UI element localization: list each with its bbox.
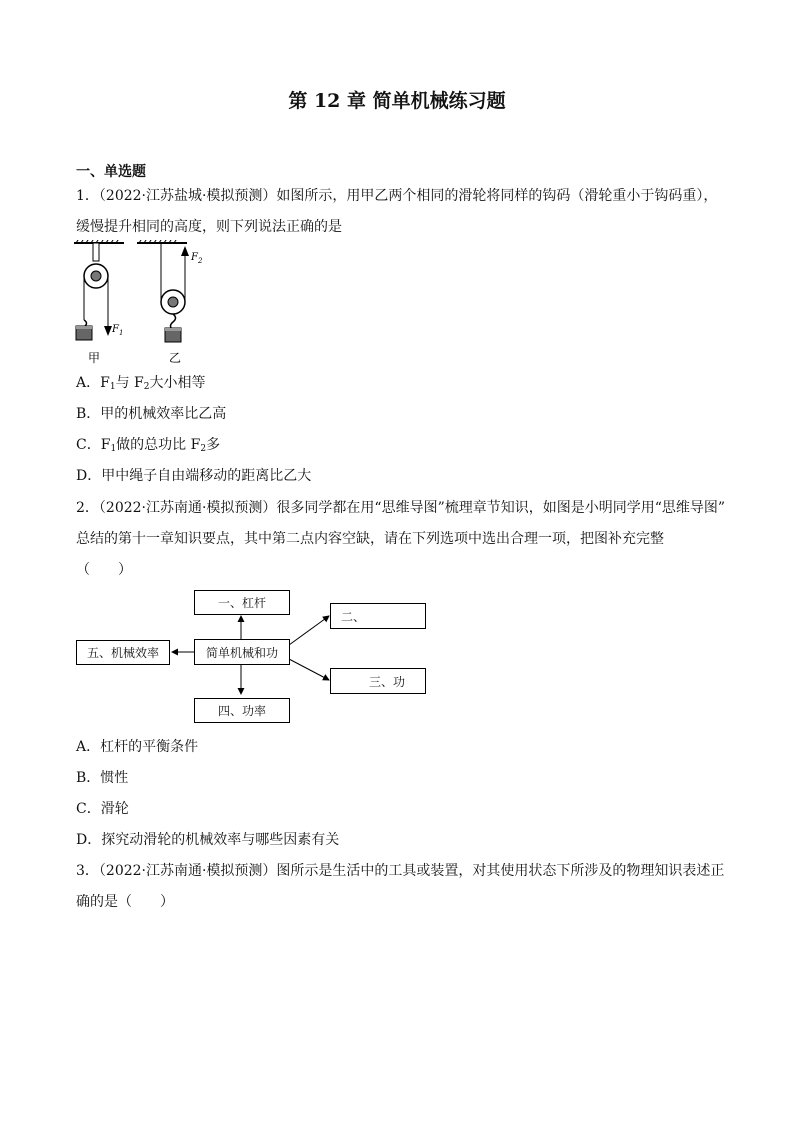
- q2-option-d: D．探究动滑轮的机械效率与哪些因素有关: [76, 832, 340, 848]
- figure-label-yi: 乙: [169, 351, 182, 365]
- f2-label: $F_2$: [191, 252, 203, 265]
- q2-stem-line2: 总结的第十一章知识要点，其中第二点内容空缺，请在下列选项中选出合理一项，把图补充完整: [76, 531, 664, 547]
- q1-stem-line2: 缓慢提升相同的高度，则下列说法正确的是: [76, 219, 342, 235]
- mindmap-box-work: 三、功: [330, 668, 426, 694]
- q3-stem-line1: 3．（2022·江苏南通·模拟预测）图所示是生活中的工具或装置，对其使用状态下所涉及的物理知识表述正: [76, 863, 725, 879]
- q1-option-c: C．$F_1$做的总功比 $F_2$多: [76, 437, 221, 454]
- q3-stem-line2: 确的是（ ）: [76, 894, 174, 910]
- q2-stem-line1: 2．（2022·江苏南通·模拟预测）很多同学都在用“思维导图”梳理章节知识，如图是小明同学用“思维导图”: [76, 500, 726, 516]
- q1-stem-line1: 1．（2022·江苏盐城·模拟预测）如图所示，用甲乙两个相同的滑轮将同样的钩码（滑轮重小于钩码重），: [76, 188, 718, 204]
- page-title: 第 12 章 简单机械练习题: [288, 90, 506, 112]
- movable-pulley-diagram: [137, 240, 189, 342]
- section-heading: 一、单选题: [76, 164, 146, 180]
- mindmap-box-power: 四、功率: [194, 698, 290, 723]
- mindmap-box-blank: 二、: [330, 603, 426, 629]
- pulley-figure: [70, 240, 230, 368]
- f1-label: $F_1$: [112, 324, 124, 337]
- mindmap-box-lever: 一、杠杆: [194, 590, 290, 615]
- q1-option-d: D．甲中绳子自由端移动的距离比乙大: [76, 468, 312, 484]
- q2-option-c: C．滑轮: [76, 801, 129, 817]
- mindmap-box-efficiency: 五、机械效率: [76, 640, 170, 665]
- q2-option-a: A．杠杆的平衡条件: [76, 739, 199, 755]
- mindmap-box-center: 简单机械和功: [194, 639, 290, 665]
- figure-label-jia: 甲: [88, 351, 101, 365]
- q2-stem-line3: （ ）: [76, 562, 132, 578]
- q1-option-a: A．$F_1$与 $F_2$大小相等: [76, 375, 206, 392]
- q1-option-b: B．甲的机械效率比乙高: [76, 406, 227, 422]
- q2-option-b: B．惯性: [76, 770, 129, 786]
